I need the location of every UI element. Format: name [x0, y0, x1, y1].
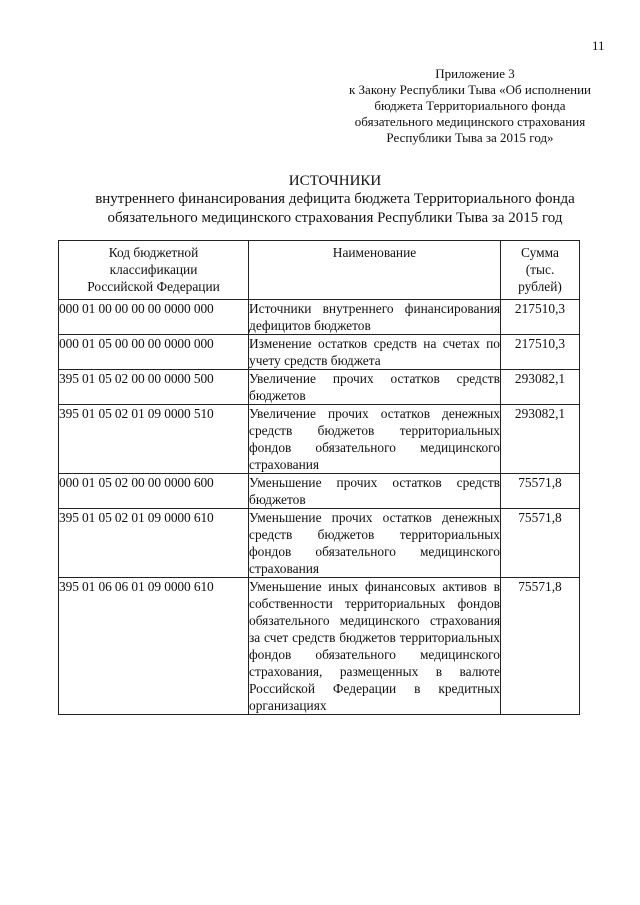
appendix-line-1: Приложение 3 — [435, 66, 515, 81]
cell-amount: 75571,8 — [501, 474, 580, 509]
cell-amount: 293082,1 — [501, 405, 580, 474]
table-row — [59, 300, 580, 335]
cell-name: Увеличение прочих остатков средств бюджетов — [249, 371, 500, 403]
table-row — [59, 405, 580, 474]
cell-amount: 217510,3 — [501, 335, 580, 370]
cell-amount: 293082,1 — [501, 370, 580, 405]
cell-name: Уменьшение иных финансовых активов в собственности территориальных фондов обязательного медицинского страхования за счет средств бюджетов территориальных фондов обязательного медицинского страхования, размещенных в валюте Российской Федерации в кредитных организациях — [249, 579, 500, 713]
title-subtitle-line-1: внутреннего финансирования дефицита бюджета Территориального фонда — [95, 191, 575, 207]
title-main: ИСТОЧНИКИ — [288, 173, 382, 189]
table-header-row — [59, 241, 580, 300]
cell-code: 395 01 05 02 01 09 0000 510 — [59, 405, 249, 474]
header-name — [249, 241, 501, 300]
appendix-line-2: к Закону Республики Тыва «Об исполнении — [348, 82, 592, 97]
cell-code: 395 01 06 06 01 09 0000 610 — [59, 578, 249, 715]
header-amount — [501, 241, 580, 300]
cell-name: Источники внутреннего финансирования дефицитов бюджетов — [249, 301, 500, 333]
cell-amount: 75571,8 — [501, 509, 580, 578]
cell-amount: 217510,3 — [501, 300, 580, 335]
sources-table — [58, 240, 580, 715]
cell-name: Уменьшение прочих остатков денежных средств бюджетов территориальных фондов обязательного медицинского страхования — [249, 510, 500, 576]
header-name-label: Наименование — [332, 245, 417, 260]
header-code-line-2: классификации — [109, 262, 198, 277]
header-code-line-3: Российской Федерации — [87, 279, 220, 294]
cell-code: 000 01 05 00 00 00 0000 000 — [59, 335, 249, 370]
page-number: 11 — [592, 38, 605, 53]
table-row — [59, 370, 580, 405]
header-code-line-1: Код бюджетной — [108, 245, 199, 260]
cell-name: Уменьшение прочих остатков средств бюджетов — [249, 475, 500, 507]
title-subtitle-line-2: обязательного медицинского страхования Республики Тыва за 2015 год — [107, 210, 563, 226]
document-title — [60, 172, 610, 228]
appendix-line-4: обязательного медицинского страхования — [354, 114, 586, 129]
table-row — [59, 578, 580, 715]
appendix-line-5: Республики Тыва за 2015 год» — [386, 130, 554, 145]
cell-name: Изменение остатков средств на счетах по учету средств бюджета — [249, 336, 500, 368]
cell-code: 000 01 00 00 00 00 0000 000 — [59, 300, 249, 335]
header-amount-line-2: (тыс. — [525, 262, 555, 277]
header-amount-line-1: Сумма — [521, 245, 559, 260]
table-row — [59, 335, 580, 370]
appendix-header — [340, 66, 600, 146]
header-code — [59, 241, 249, 300]
table-row — [59, 474, 580, 509]
appendix-line-3: бюджета Территориального фонда — [374, 98, 566, 113]
header-amount-line-3: рублей) — [518, 279, 562, 294]
cell-code: 395 01 05 02 00 00 0000 500 — [59, 370, 249, 405]
table-row — [59, 509, 580, 578]
cell-amount: 75571,8 — [501, 578, 580, 715]
cell-code: 395 01 05 02 01 09 0000 610 — [59, 509, 249, 578]
cell-code: 000 01 05 02 00 00 0000 600 — [59, 474, 249, 509]
cell-name: Увеличение прочих остатков денежных средств бюджетов территориальных фондов обязательного медицинского страхования — [249, 406, 500, 472]
